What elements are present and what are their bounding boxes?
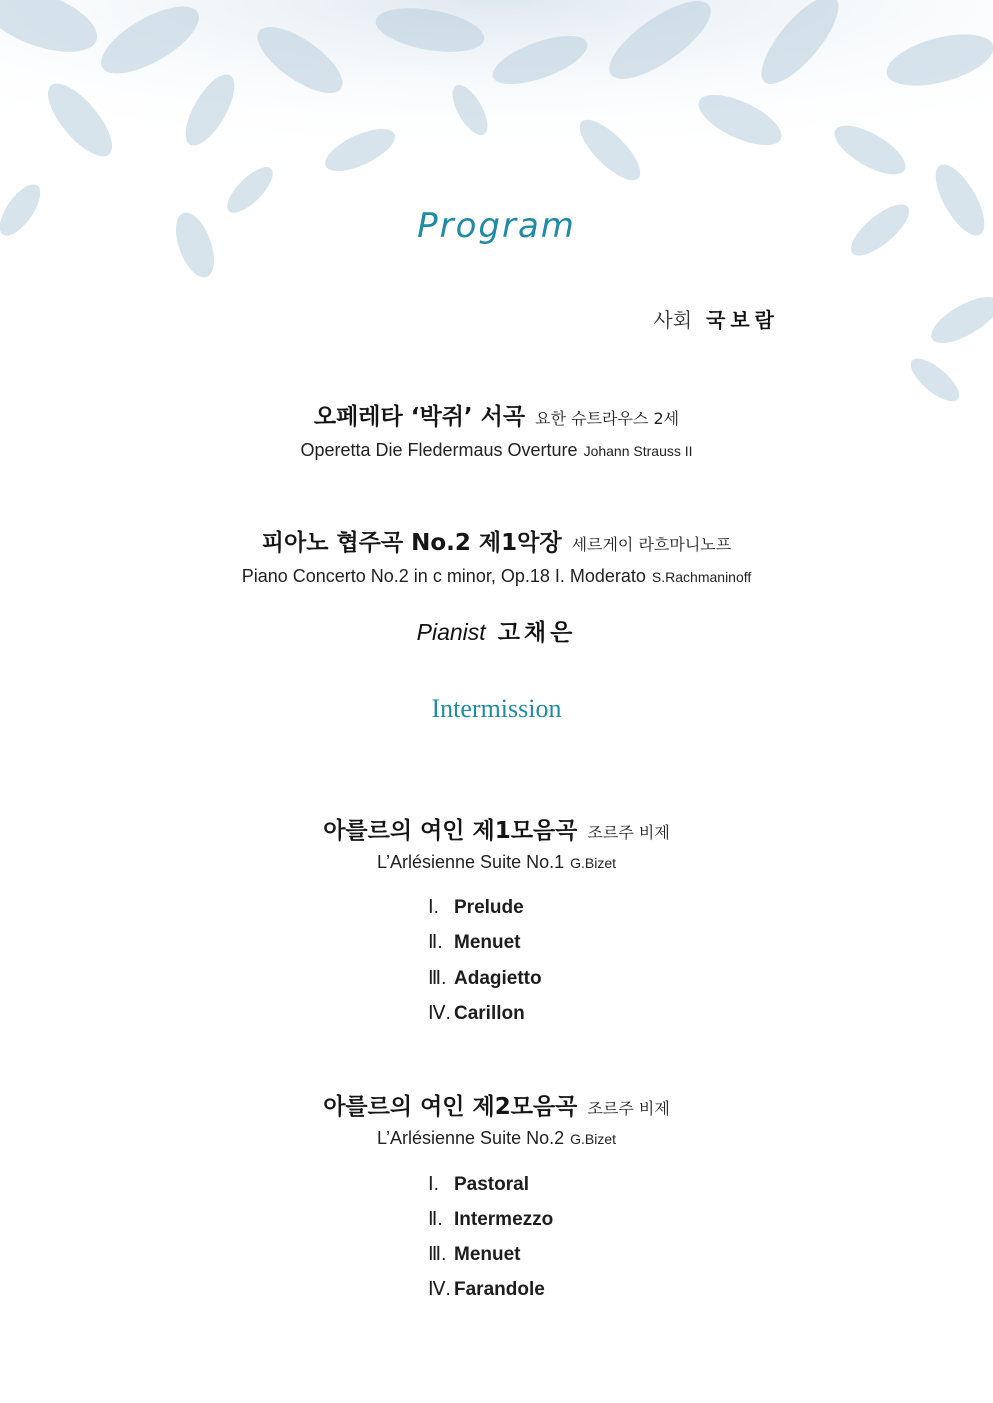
movement-name: Prelude (454, 897, 524, 918)
piece-2-english-title (0, 566, 993, 587)
host-name: 국보람 (706, 308, 779, 332)
movement-name: Menuet (454, 932, 521, 953)
movement-name: Pastoral (454, 1174, 529, 1195)
suite-1-korean-name: 아를르의 여인 제1모음곡 (323, 818, 578, 844)
suite-1-korean-composer: 조르주 비제 (587, 823, 670, 842)
piece-1-english-name: Operetta Die Fledermaus Overture (300, 440, 578, 460)
movement-name: Adagietto (454, 968, 542, 989)
suite-2-movement (428, 1278, 545, 1301)
piece-2-korean-composer: 세르게이 라흐마니노프 (571, 535, 732, 554)
movement-name: Intermezzo (454, 1209, 554, 1230)
suite-1-english-composer: G.Bizet (570, 855, 617, 871)
movement-number: Ⅰ. (428, 897, 439, 918)
movement-number: Ⅳ. (428, 1003, 451, 1024)
suite-2-movement (428, 1208, 553, 1231)
movement-number: Ⅱ. (428, 932, 443, 953)
movement-number: Ⅲ. (428, 968, 447, 989)
piece-1-korean-name: 오페레타 ‘박쥐’ 서곡 (313, 404, 526, 430)
piece-2-korean-title (0, 524, 993, 557)
movement-number: Ⅲ. (428, 1244, 447, 1265)
suite-1-movement (428, 967, 542, 990)
piece-1-korean-title (0, 398, 993, 431)
suite-2-english-name: L’Arlésienne Suite No.2 (376, 1128, 565, 1148)
movement-name: Menuet (454, 1244, 521, 1265)
suite-1-korean-title (0, 812, 993, 845)
piece-1-korean-composer: 요한 슈트라우스 2세 (535, 409, 680, 428)
movement-number: Ⅱ. (428, 1209, 443, 1230)
intermission-heading: Intermission (431, 694, 562, 723)
suite-1-english-title (0, 852, 993, 873)
suite-1-english-name: L’Arlésienne Suite No.1 (376, 852, 565, 872)
piece-2-english-composer: S.Rachmaninoff (651, 569, 752, 585)
host-line (653, 304, 779, 333)
piece-1-english-title (0, 440, 993, 461)
suite-2-korean-composer: 조르주 비제 (587, 1099, 670, 1118)
movement-name: Carillon (454, 1003, 525, 1024)
suite-2-movement (428, 1243, 521, 1266)
movement-number: Ⅳ. (428, 1279, 451, 1300)
suite-2-korean-title (0, 1088, 993, 1121)
host-label: 사회 (653, 308, 693, 332)
movement-number: Ⅰ. (428, 1174, 439, 1195)
performer-name: 고채은 (497, 620, 577, 646)
suite-2-movement (428, 1173, 529, 1196)
piece-2-english-name: Piano Concerto No.2 in c minor, Op.18 I. Moderato (241, 566, 646, 586)
piece-2-korean-name: 피아노 협주곡 No.2 제1악장 (261, 530, 562, 556)
pianist-line (0, 614, 993, 647)
suite-2-english-composer: G.Bizet (570, 1131, 617, 1147)
suite-1-movement (428, 1002, 525, 1025)
movement-name: Farandole (454, 1279, 545, 1300)
page-title: Program (417, 206, 576, 246)
suite-1-movement (428, 931, 521, 954)
piece-1-english-composer: Johann Strauss II (583, 443, 693, 459)
suite-1-movement (428, 896, 524, 919)
suite-2-english-title (0, 1128, 993, 1149)
performer-label: Pianist (416, 619, 486, 645)
suite-2-korean-name: 아를르의 여인 제2모음곡 (323, 1094, 578, 1120)
